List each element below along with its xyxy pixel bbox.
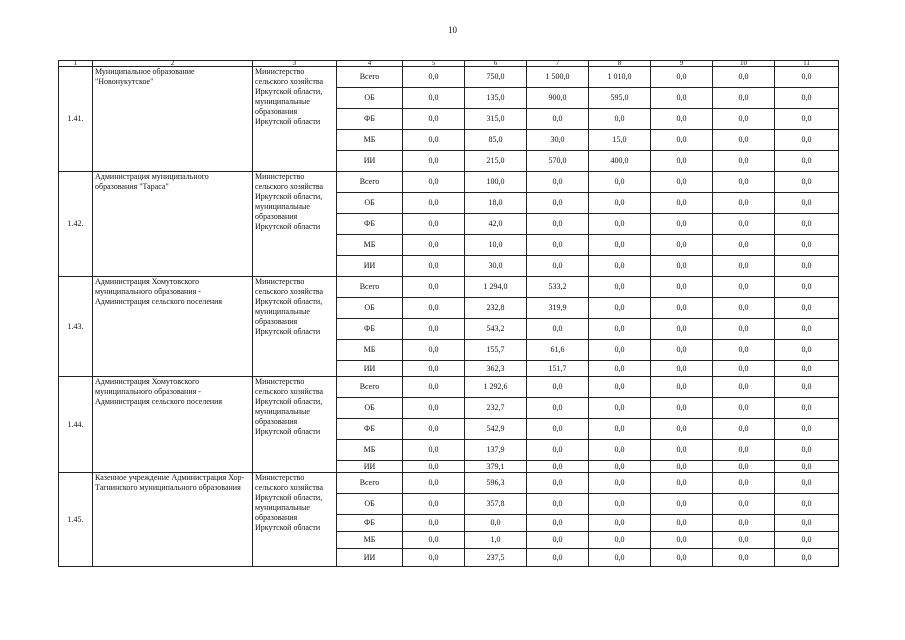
amount-cell: 0,0 bbox=[403, 377, 465, 398]
amount-cell: 362,3 bbox=[465, 361, 527, 377]
funding-source: Всего bbox=[337, 172, 403, 193]
amount-cell: 100,0 bbox=[465, 172, 527, 193]
amount-cell: 0,0 bbox=[651, 398, 713, 419]
entity-name: Казенное учреждение Администрация Хор-Тагнинского муниципального образования bbox=[93, 473, 253, 567]
amount-cell: 137,9 bbox=[465, 440, 527, 461]
amount-cell: 0,0 bbox=[651, 419, 713, 440]
amount-cell: 0,0 bbox=[589, 172, 651, 193]
funding-source: ОБ bbox=[337, 494, 403, 515]
table-row bbox=[59, 67, 839, 88]
amount-cell: 0,0 bbox=[403, 109, 465, 130]
amount-cell: 319,9 bbox=[527, 298, 589, 319]
entity-name: Администрация муниципального образования "Тараса" bbox=[93, 172, 253, 277]
amount-cell: 0,0 bbox=[465, 515, 527, 532]
page-number: 10 bbox=[448, 25, 457, 35]
amount-cell: 1 500,0 bbox=[527, 67, 589, 88]
amount-cell: 0,0 bbox=[403, 130, 465, 151]
amount-cell: 0,0 bbox=[403, 319, 465, 340]
row-index: 1.44. bbox=[59, 377, 93, 473]
entity-name: Администрация Хомутовского муниципального образования - Администрация сельского поселения bbox=[93, 377, 253, 473]
amount-cell: 0,0 bbox=[775, 88, 839, 109]
funding-source: ОБ bbox=[337, 88, 403, 109]
amount-cell: 0,0 bbox=[713, 515, 775, 532]
amount-cell: 0,0 bbox=[775, 361, 839, 377]
amount-cell: 0,0 bbox=[651, 473, 713, 494]
funding-source: МБ bbox=[337, 235, 403, 256]
funding-source: ИИ bbox=[337, 549, 403, 567]
amount-cell: 0,0 bbox=[651, 277, 713, 298]
amount-cell: 0,0 bbox=[403, 532, 465, 549]
amount-cell: 0,0 bbox=[713, 109, 775, 130]
funding-source: Всего bbox=[337, 473, 403, 494]
amount-cell: 0,0 bbox=[651, 298, 713, 319]
amount-cell: 0,0 bbox=[527, 235, 589, 256]
amount-cell: 215,0 bbox=[465, 151, 527, 172]
amount-cell: 0,0 bbox=[589, 532, 651, 549]
amount-cell: 0,0 bbox=[775, 494, 839, 515]
amount-cell: 0,0 bbox=[713, 361, 775, 377]
amount-cell: 0,0 bbox=[651, 151, 713, 172]
amount-cell: 0,0 bbox=[775, 461, 839, 473]
amount-cell: 0,0 bbox=[775, 377, 839, 398]
amount-cell: 0,0 bbox=[775, 214, 839, 235]
amount-cell: 0,0 bbox=[775, 67, 839, 88]
amount-cell: 0,0 bbox=[589, 256, 651, 277]
entity-name: Администрация Хомутовского муниципального образования - Администрация сельского поселения bbox=[93, 277, 253, 377]
amount-cell: 0,0 bbox=[527, 109, 589, 130]
amount-cell: 18,0 bbox=[465, 193, 527, 214]
funding-source: Всего bbox=[337, 377, 403, 398]
amount-cell: 0,0 bbox=[527, 494, 589, 515]
amount-cell: 0,0 bbox=[651, 549, 713, 567]
amount-cell: 0,0 bbox=[713, 235, 775, 256]
amount-cell: 0,0 bbox=[713, 88, 775, 109]
funding-source: ФБ bbox=[337, 419, 403, 440]
amount-cell: 0,0 bbox=[713, 440, 775, 461]
column-number-10: 10 bbox=[713, 61, 775, 67]
responsible-executor: Министерство сельского хозяйства Иркутской области, муниципальные образования Иркутской области bbox=[253, 172, 337, 277]
amount-cell: 0,0 bbox=[713, 298, 775, 319]
amount-cell: 0,0 bbox=[403, 151, 465, 172]
amount-cell: 0,0 bbox=[527, 473, 589, 494]
amount-cell: 0,0 bbox=[527, 440, 589, 461]
amount-cell: 0,0 bbox=[527, 214, 589, 235]
amount-cell: 0,0 bbox=[403, 515, 465, 532]
amount-cell: 0,0 bbox=[651, 515, 713, 532]
amount-cell: 1 292,6 bbox=[465, 377, 527, 398]
amount-cell: 0,0 bbox=[775, 172, 839, 193]
row-index: 1.43. bbox=[59, 277, 93, 377]
amount-cell: 0,0 bbox=[589, 109, 651, 130]
amount-cell: 0,0 bbox=[651, 88, 713, 109]
amount-cell: 0,0 bbox=[651, 172, 713, 193]
amount-cell: 232,7 bbox=[465, 398, 527, 419]
amount-cell: 595,0 bbox=[589, 88, 651, 109]
table-row bbox=[59, 277, 839, 298]
amount-cell: 0,0 bbox=[775, 277, 839, 298]
amount-cell: 0,0 bbox=[651, 377, 713, 398]
amount-cell: 0,0 bbox=[651, 109, 713, 130]
table-row bbox=[59, 377, 839, 398]
row-index: 1.42. bbox=[59, 172, 93, 277]
amount-cell: 0,0 bbox=[775, 532, 839, 549]
amount-cell: 0,0 bbox=[651, 532, 713, 549]
amount-cell: 0,0 bbox=[403, 340, 465, 361]
amount-cell: 0,0 bbox=[589, 419, 651, 440]
amount-cell: 0,0 bbox=[589, 398, 651, 419]
amount-cell: 0,0 bbox=[403, 235, 465, 256]
amount-cell: 0,0 bbox=[403, 88, 465, 109]
responsible-executor: Министерство сельского хозяйства Иркутской области, муниципальные образования Иркутской области bbox=[253, 67, 337, 172]
amount-cell: 0,0 bbox=[713, 398, 775, 419]
amount-cell: 0,0 bbox=[589, 277, 651, 298]
amount-cell: 0,0 bbox=[589, 319, 651, 340]
amount-cell: 0,0 bbox=[527, 549, 589, 567]
amount-cell: 0,0 bbox=[403, 172, 465, 193]
amount-cell: 0,0 bbox=[775, 398, 839, 419]
amount-cell: 0,0 bbox=[403, 461, 465, 473]
amount-cell: 61,6 bbox=[527, 340, 589, 361]
amount-cell: 0,0 bbox=[775, 419, 839, 440]
amount-cell: 1,0 bbox=[465, 532, 527, 549]
amount-cell: 900,0 bbox=[527, 88, 589, 109]
amount-cell: 0,0 bbox=[589, 361, 651, 377]
amount-cell: 0,0 bbox=[775, 130, 839, 151]
amount-cell: 0,0 bbox=[403, 67, 465, 88]
amount-cell: 0,0 bbox=[775, 193, 839, 214]
amount-cell: 1 010,0 bbox=[589, 67, 651, 88]
amount-cell: 0,0 bbox=[713, 340, 775, 361]
amount-cell: 0,0 bbox=[651, 67, 713, 88]
amount-cell: 0,0 bbox=[589, 214, 651, 235]
amount-cell: 315,0 bbox=[465, 109, 527, 130]
amount-cell: 0,0 bbox=[775, 235, 839, 256]
amount-cell: 0,0 bbox=[713, 461, 775, 473]
amount-cell: 0,0 bbox=[713, 193, 775, 214]
amount-cell: 0,0 bbox=[775, 256, 839, 277]
amount-cell: 232,8 bbox=[465, 298, 527, 319]
amount-cell: 0,0 bbox=[527, 398, 589, 419]
funding-source: ОБ bbox=[337, 193, 403, 214]
amount-cell: 0,0 bbox=[589, 193, 651, 214]
funding-source: ИИ bbox=[337, 361, 403, 377]
amount-cell: 0,0 bbox=[403, 361, 465, 377]
amount-cell: 0,0 bbox=[775, 151, 839, 172]
amount-cell: 0,0 bbox=[651, 319, 713, 340]
amount-cell: 0,0 bbox=[589, 235, 651, 256]
amount-cell: 10,0 bbox=[465, 235, 527, 256]
amount-cell: 0,0 bbox=[775, 515, 839, 532]
amount-cell: 750,0 bbox=[465, 67, 527, 88]
amount-cell: 237,5 bbox=[465, 549, 527, 567]
amount-cell: 0,0 bbox=[403, 494, 465, 515]
amount-cell: 0,0 bbox=[527, 515, 589, 532]
row-index: 1.41. bbox=[59, 67, 93, 172]
amount-cell: 0,0 bbox=[589, 340, 651, 361]
amount-cell: 0,0 bbox=[527, 172, 589, 193]
table-row bbox=[59, 473, 839, 494]
amount-cell: 0,0 bbox=[651, 461, 713, 473]
amount-cell: 30,0 bbox=[465, 256, 527, 277]
funding-source: ФБ bbox=[337, 214, 403, 235]
responsible-executor: Министерство сельского хозяйства Иркутской области, муниципальные образования Иркутской области bbox=[253, 277, 337, 377]
funding-source: ИИ bbox=[337, 256, 403, 277]
amount-cell: 0,0 bbox=[651, 256, 713, 277]
funding-source: ФБ bbox=[337, 109, 403, 130]
column-number-8: 8 bbox=[589, 61, 651, 67]
amount-cell: 0,0 bbox=[403, 549, 465, 567]
amount-cell: 0,0 bbox=[589, 377, 651, 398]
column-number-3: 3 bbox=[253, 61, 337, 67]
amount-cell: 0,0 bbox=[651, 130, 713, 151]
funding-source: Всего bbox=[337, 277, 403, 298]
column-number-4: 4 bbox=[337, 61, 403, 67]
amount-cell: 0,0 bbox=[403, 256, 465, 277]
amount-cell: 0,0 bbox=[527, 256, 589, 277]
amount-cell: 0,0 bbox=[403, 473, 465, 494]
amount-cell: 0,0 bbox=[403, 298, 465, 319]
amount-cell: 0,0 bbox=[713, 277, 775, 298]
amount-cell: 0,0 bbox=[527, 193, 589, 214]
amount-cell: 596,3 bbox=[465, 473, 527, 494]
column-number-2: 2 bbox=[93, 61, 253, 67]
amount-cell: 1 294,0 bbox=[465, 277, 527, 298]
responsible-executor: Министерство сельского хозяйства Иркутской области, муниципальные образования Иркутской области bbox=[253, 377, 337, 473]
row-index: 1.45. bbox=[59, 473, 93, 567]
amount-cell: 30,0 bbox=[527, 130, 589, 151]
funding-source: МБ bbox=[337, 340, 403, 361]
amount-cell: 151,7 bbox=[527, 361, 589, 377]
amount-cell: 0,0 bbox=[651, 214, 713, 235]
column-number-1: 1 bbox=[59, 61, 93, 67]
amount-cell: 379,1 bbox=[465, 461, 527, 473]
funding-source: ФБ bbox=[337, 515, 403, 532]
amount-cell: 542,9 bbox=[465, 419, 527, 440]
amount-cell: 0,0 bbox=[589, 473, 651, 494]
amount-cell: 42,0 bbox=[465, 214, 527, 235]
amount-cell: 0,0 bbox=[713, 214, 775, 235]
amount-cell: 0,0 bbox=[527, 461, 589, 473]
amount-cell: 0,0 bbox=[651, 440, 713, 461]
amount-cell: 15,0 bbox=[589, 130, 651, 151]
column-number-11: 11 bbox=[775, 61, 839, 67]
amount-cell: 0,0 bbox=[713, 151, 775, 172]
amount-cell: 0,0 bbox=[527, 319, 589, 340]
amount-cell: 400,0 bbox=[589, 151, 651, 172]
amount-cell: 155,7 bbox=[465, 340, 527, 361]
amount-cell: 0,0 bbox=[713, 494, 775, 515]
amount-cell: 357,8 bbox=[465, 494, 527, 515]
amount-cell: 0,0 bbox=[713, 473, 775, 494]
funding-source: МБ bbox=[337, 532, 403, 549]
amount-cell: 0,0 bbox=[651, 235, 713, 256]
amount-cell: 0,0 bbox=[403, 398, 465, 419]
column-number-9: 9 bbox=[651, 61, 713, 67]
amount-cell: 533,2 bbox=[527, 277, 589, 298]
amount-cell: 0,0 bbox=[589, 494, 651, 515]
funding-source: ОБ bbox=[337, 298, 403, 319]
amount-cell: 0,0 bbox=[775, 340, 839, 361]
amount-cell: 0,0 bbox=[651, 494, 713, 515]
amount-cell: 0,0 bbox=[775, 319, 839, 340]
amount-cell: 0,0 bbox=[527, 377, 589, 398]
amount-cell: 0,0 bbox=[589, 298, 651, 319]
amount-cell: 0,0 bbox=[775, 473, 839, 494]
amount-cell: 0,0 bbox=[713, 549, 775, 567]
amount-cell: 0,0 bbox=[713, 532, 775, 549]
amount-cell: 0,0 bbox=[527, 532, 589, 549]
funding-source: ФБ bbox=[337, 319, 403, 340]
amount-cell: 0,0 bbox=[713, 256, 775, 277]
amount-cell: 0,0 bbox=[713, 319, 775, 340]
amount-cell: 0,0 bbox=[775, 440, 839, 461]
amount-cell: 135,0 bbox=[465, 88, 527, 109]
amount-cell: 0,0 bbox=[713, 67, 775, 88]
funding-source: МБ bbox=[337, 130, 403, 151]
table-row bbox=[59, 172, 839, 193]
amount-cell: 0,0 bbox=[403, 419, 465, 440]
amount-cell: 543,2 bbox=[465, 319, 527, 340]
column-number-5: 5 bbox=[403, 61, 465, 67]
amount-cell: 0,0 bbox=[403, 277, 465, 298]
amount-cell: 0,0 bbox=[651, 361, 713, 377]
amount-cell: 0,0 bbox=[589, 549, 651, 567]
amount-cell: 0,0 bbox=[527, 419, 589, 440]
column-number-7: 7 bbox=[527, 61, 589, 67]
amount-cell: 0,0 bbox=[775, 109, 839, 130]
amount-cell: 0,0 bbox=[651, 193, 713, 214]
amount-cell: 0,0 bbox=[713, 130, 775, 151]
column-number-6: 6 bbox=[465, 61, 527, 67]
amount-cell: 0,0 bbox=[713, 419, 775, 440]
amount-cell: 0,0 bbox=[589, 515, 651, 532]
responsible-executor: Министерство сельского хозяйства Иркутской области, муниципальные образования Иркутской области bbox=[253, 473, 337, 567]
funding-source: ИИ bbox=[337, 461, 403, 473]
funding-source: ОБ bbox=[337, 398, 403, 419]
amount-cell: 0,0 bbox=[775, 549, 839, 567]
amount-cell: 0,0 bbox=[713, 377, 775, 398]
entity-name: Муниципальное образование "Новонукутское" bbox=[93, 67, 253, 172]
funding-source: ИИ bbox=[337, 151, 403, 172]
amount-cell: 85,0 bbox=[465, 130, 527, 151]
funding-source: Всего bbox=[337, 67, 403, 88]
funding-source: МБ bbox=[337, 440, 403, 461]
amount-cell: 0,0 bbox=[775, 298, 839, 319]
amount-cell: 0,0 bbox=[713, 172, 775, 193]
budget-table bbox=[58, 60, 839, 567]
amount-cell: 0,0 bbox=[403, 193, 465, 214]
amount-cell: 0,0 bbox=[403, 214, 465, 235]
amount-cell: 570,0 bbox=[527, 151, 589, 172]
amount-cell: 0,0 bbox=[589, 461, 651, 473]
amount-cell: 0,0 bbox=[589, 440, 651, 461]
amount-cell: 0,0 bbox=[403, 440, 465, 461]
amount-cell: 0,0 bbox=[651, 340, 713, 361]
